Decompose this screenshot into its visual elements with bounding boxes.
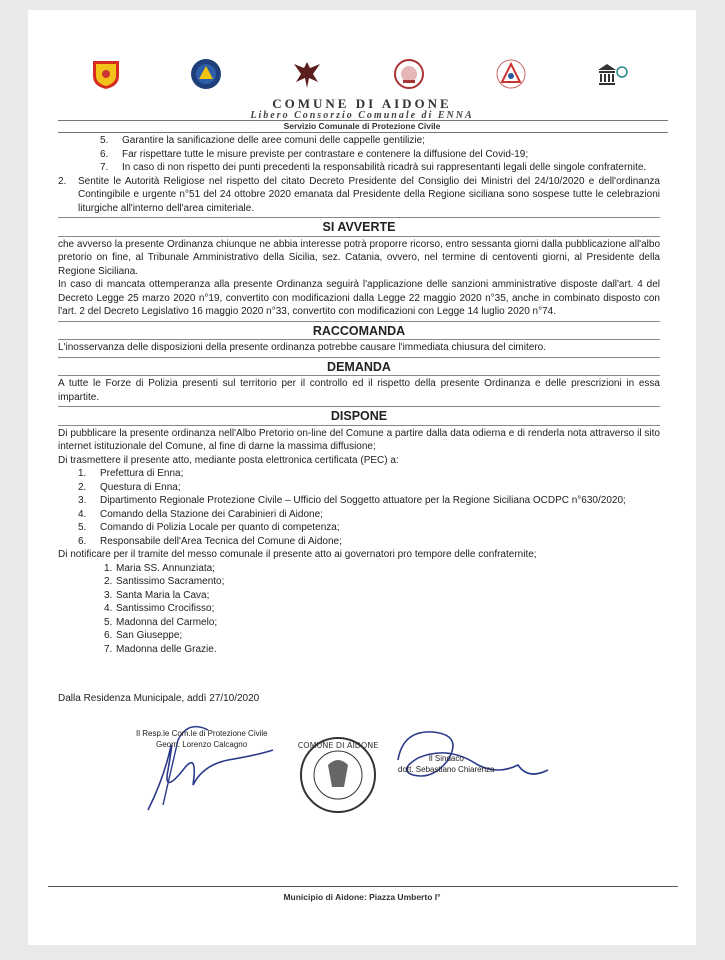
list-item: 5. Madonna del Carmelo;	[104, 616, 218, 628]
paragraph: A tutte le Forze di Polizia presenti sul territorio per il controllo ed il rispetto della presente Ordinanza e delle prescrizioni in essa impartite.	[58, 378, 660, 403]
document-page	[28, 10, 696, 945]
eagle-coat-of-arms-icon	[291, 58, 323, 90]
list-item: 4. Comando della Stazione dei Carabinieri di Aidone;	[78, 508, 323, 520]
list-item: 6. San Giuseppe;	[104, 630, 183, 641]
list-item: 5. Garantire la sanificazione delle aree comuni delle cappelle gentilizie;	[100, 135, 425, 146]
list-item: 1. Prefettura di Enna;	[78, 468, 184, 479]
paragraph: Di notificare per il tramite del messo comunale il presente atto ai governatori pro tempore delle confraternite;	[58, 549, 537, 560]
list-item: 6. Far rispettare tutte le misure previste per contrastare e contenere la diffusione del Covid-19;	[100, 148, 529, 160]
list-item: 2. Santissimo Sacramento;	[104, 576, 225, 587]
signatory-sindaco-name: dott. Sebastiano Chiarenza	[398, 765, 495, 774]
recipients-list	[58, 467, 660, 548]
round-seal-emblem-icon	[393, 58, 425, 90]
list-item: 4. Santissimo Crocifisso;	[104, 603, 215, 614]
signatory-resp-title: Il Resp.le Com.le di Protezione Civile	[136, 729, 268, 738]
paragraph: L'inosservanza delle disposizioni della presente ordinanza potrebbe causare l'immediata chiusura del cimitero.	[58, 342, 546, 353]
section-heading-dispone: DISPONE	[58, 406, 660, 426]
list-item: 1. Maria SS. Annunziata;	[104, 562, 215, 574]
paragraph: In caso di mancata ottemperanza alla presente Ordinanza seguirà l'applicazione delle sanzioni amministrative disposte dall'art. 4 del Decreto Legge 25 marzo 2020 n°19, convertito con modificazioni dalla Legge 22 maggio 2020 n°35, anche in combinato disposto con l'art. 2 del Decreto Legislativo 16 maggio 2020 n°33, convertito con modificazioni con Legge 14 luglio 2020 n°74.	[58, 279, 660, 317]
list-item: 6. Responsabile dell'Area Tecnica del Comune di Aidone;	[78, 535, 342, 547]
footer-divider	[48, 886, 678, 887]
triangle-emblem-icon	[495, 58, 527, 90]
signatory-resp	[136, 728, 268, 750]
continued-list	[58, 134, 660, 175]
signatory-sindaco	[398, 753, 495, 775]
date-line: Dalla Residenza Municipale, addì 27/10/2020	[58, 693, 260, 704]
municipality-subtitle: Libero Consorzio Comunale di ENNA	[250, 110, 474, 121]
paragraph: che avverso la presente Ordinanza chiunque ne abbia interesse potrà proporre ricorso, entro sessanta giorni dalla pubblicazione all'albo pretorio on fine, al Tribunale Amministrativo della Sicilia, sez. Catania, ovvero, nel termine di centoventi giorni, al Presidente della Regione Siciliana.	[58, 238, 660, 277]
list-item: 3. Santa Maria la Cava;	[104, 589, 210, 601]
signatory-sindaco-title: Il Sindaco	[428, 754, 464, 763]
signatory-resp-name: Geom. Lorenzo Calcagno	[156, 740, 248, 749]
header-divider-bottom	[58, 132, 668, 133]
section-heading-raccomanda: RACCOMANDA	[58, 321, 660, 341]
unesco-icon	[596, 58, 628, 90]
list-item: 2. Questura di Enna;	[78, 481, 181, 493]
paragraph: Di pubblicare la presente ordinanza nell'Albo Pretorio on-line del Comune a partire dalla data odierna e di renderla nota attraverso il sito internet istituzionale del Comune, al fine di darne la massima diffusione;	[58, 427, 660, 452]
list-item: 3. Dipartimento Regionale Protezione Civile – Ufficio del Soggetto attuatore per la Regione Siciliana OCDPC n°630/2020;	[78, 495, 626, 506]
department-name: Servizio Comunale di Protezione Civile	[283, 121, 441, 131]
regione-sicilia-crest-icon	[90, 58, 122, 90]
paragraph: Di trasmettere il presente atto, mediante posta elettronica certificata (PEC) a:	[58, 454, 399, 466]
confraternite-list	[58, 562, 660, 657]
section-heading-demanda: DEMANDA	[58, 357, 660, 377]
list-item: 7. Madonna delle Grazie.	[104, 643, 217, 655]
list-item: 2. Sentite le Autorità Religiose nel rispetto del citato Decreto Presidente del Consiglio dei Ministri del 24/10/2020 e dell'ordinanza Contingibile e urgente n°51 del 24 ottobre 2020 emanata dal Presidente della Regione siciliana sono sospese tutte le celebrazioni liturgiche all'interno dell'area cimiteriale.	[58, 175, 660, 214]
header-divider	[58, 120, 668, 121]
municipal-stamp	[298, 735, 378, 815]
protezione-civile-emblem-icon	[190, 58, 222, 90]
footer-address: Municipio di Aidone: Piazza Umberto I°	[283, 892, 441, 902]
document-body	[58, 134, 660, 656]
handwritten-signature-resp	[108, 710, 288, 820]
list-item: 7. In caso di non rispetto dei punti precedenti la responsabilità ricadrà sui rappresentanti legali delle singole confraternite.	[100, 162, 647, 173]
section-heading-si-avverte: SI AVVERTE	[58, 217, 660, 237]
municipality-title: COMUNE DI AIDONE	[272, 96, 452, 111]
list-item: 5. Comando di Polizia Locale per quanto di competenza;	[78, 522, 340, 533]
header-logos	[28, 58, 696, 98]
stamp-text: COMUNE DI AIDONE	[298, 741, 378, 750]
